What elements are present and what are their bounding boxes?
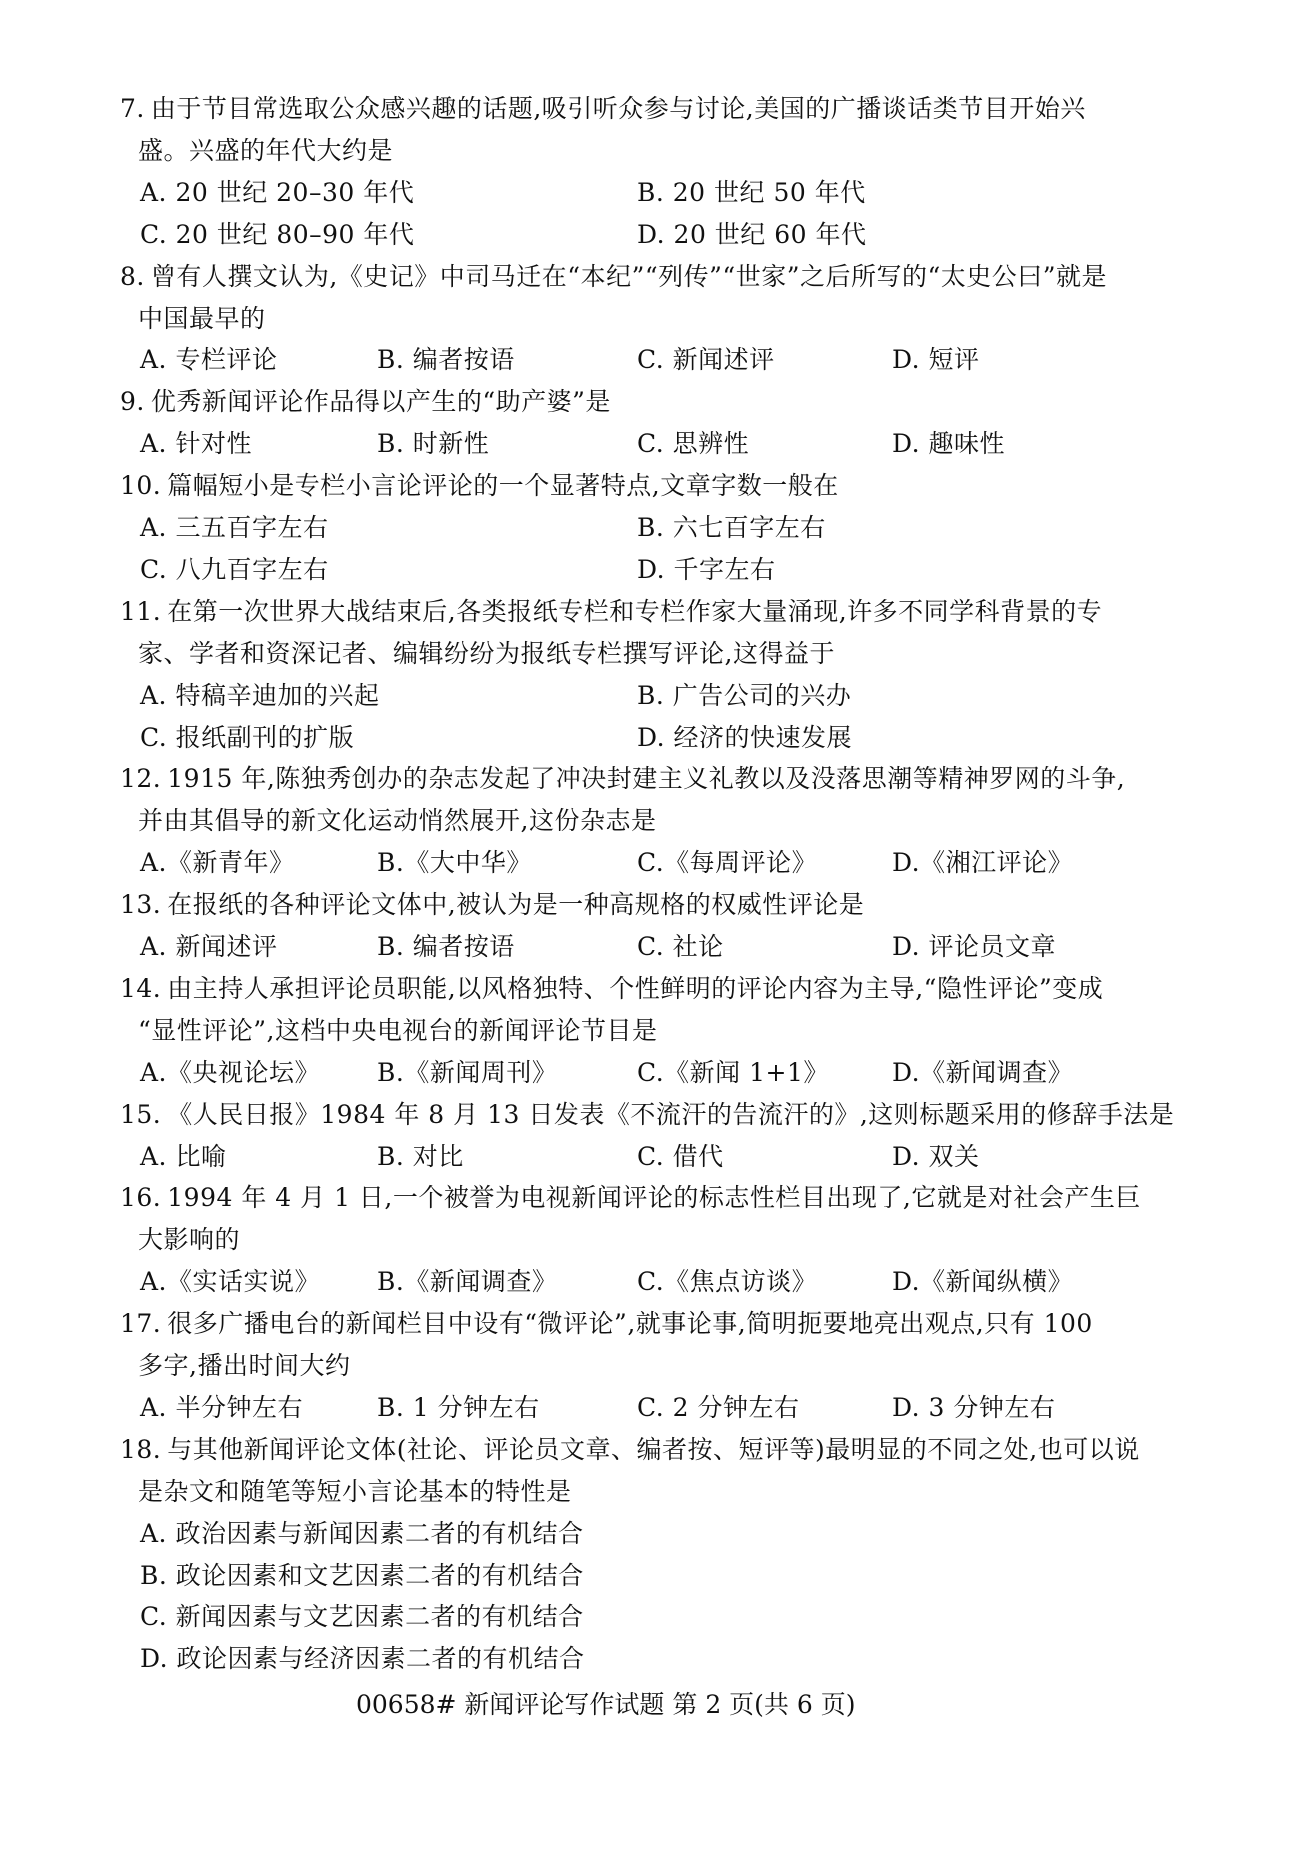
question-stem-line <box>120 597 1102 627</box>
answer-option: C.《每周评论》 <box>637 848 818 878</box>
answer-option: C.《焦点访谈》 <box>637 1267 818 1297</box>
answer-option: B. 对比 <box>377 1141 464 1171</box>
question-number: 12. <box>120 764 162 794</box>
answer-option: D.《新闻调查》 <box>892 1057 1074 1087</box>
answer-option: B.《新闻周刊》 <box>377 1057 558 1087</box>
answer-option: B.《大中华》 <box>377 848 532 878</box>
question-stem-line: 并由其倡导的新文化运动悄然展开,这份杂志是 <box>138 806 657 836</box>
answer-option: A. 专栏评论 <box>140 345 278 375</box>
question-stem-line <box>120 1309 1093 1339</box>
answer-option: A.《新青年》 <box>140 848 295 878</box>
answer-option: A. 比喻 <box>140 1141 227 1171</box>
question-stem-line: 家、学者和资深记者、编辑纷纷为报纸专栏撰写评论,这得益于 <box>138 638 835 668</box>
question-stem-line: “显性评论”,这档中央电视台的新闻评论节目是 <box>138 1015 658 1045</box>
question-stem-line <box>120 387 611 417</box>
question-text: 与其他新闻评论文体(社论、评论员文章、编者按、短评等)最明显的不同之处,也可以说 <box>167 1434 1140 1464</box>
question-stem-line <box>120 764 1125 794</box>
page-footer: 00658# 新闻评论写作试题 第 2 页(共 6 页) <box>356 1690 856 1719</box>
answer-option: D. 短评 <box>892 345 980 375</box>
question-stem-line <box>120 262 1107 292</box>
answer-option: D. 经济的快速发展 <box>637 722 853 752</box>
question-text: 优秀新闻评论作品得以产生的“助产婆”是 <box>150 387 611 417</box>
answer-option: D.《新闻纵横》 <box>892 1267 1074 1297</box>
answer-option: C. 20 世纪 80–90 年代 <box>140 219 415 249</box>
question-stem-line: 中国最早的 <box>138 303 266 333</box>
question-number: 14. <box>120 973 162 1003</box>
answer-option: A.《央视论坛》 <box>140 1057 321 1087</box>
question-number: 7. <box>120 94 145 123</box>
question-stem-line: 盛。兴盛的年代大约是 <box>138 135 394 165</box>
answer-option: A.《实话实说》 <box>140 1267 321 1297</box>
question-number: 11. <box>120 596 162 626</box>
answer-option: D. 双关 <box>892 1141 980 1171</box>
answer-option: C. 借代 <box>637 1141 724 1171</box>
answer-option: B. 编者按语 <box>377 932 515 961</box>
answer-option: A. 三五百字左右 <box>140 513 329 542</box>
answer-option: C. 八九百字左右 <box>140 554 329 584</box>
question-text: 由于节目常选取公众感兴趣的话题,吸引听众参与讨论,美国的广播谈话类节目开始兴 <box>150 94 1086 123</box>
answer-option: D.《湘江评论》 <box>892 848 1074 878</box>
question-text: 在第一次世界大战结束后,各类报纸专栏和专栏作家大量涌现,许多不同学科背景的专 <box>167 596 1103 626</box>
answer-option: C. 报纸副刊的扩版 <box>140 722 355 752</box>
answer-option: B. 政论因素和文艺因素二者的有机结合 <box>140 1560 584 1590</box>
answer-option: C. 2 分钟左右 <box>637 1392 800 1422</box>
question-number: 8. <box>120 261 145 291</box>
answer-option: B.《新闻调查》 <box>377 1267 558 1297</box>
question-number: 15. <box>120 1099 162 1129</box>
answer-option: D. 千字左右 <box>637 554 776 584</box>
question-number: 17. <box>120 1309 162 1339</box>
answer-option: D. 3 分钟左右 <box>892 1392 1056 1422</box>
question-stem-line <box>120 471 839 501</box>
question-stem-line <box>120 890 864 920</box>
question-stem-line: 大影响的 <box>138 1225 241 1255</box>
question-stem-line <box>120 1183 1141 1213</box>
question-number: 16. <box>120 1183 162 1213</box>
answer-option: A. 新闻述评 <box>140 932 278 961</box>
question-number: 9. <box>120 387 145 417</box>
answer-option: D. 20 世纪 60 年代 <box>637 219 867 249</box>
answer-option: C. 新闻述评 <box>637 345 775 375</box>
answer-option: A. 政治因素与新闻因素二者的有机结合 <box>140 1518 584 1548</box>
answer-option: D. 趣味性 <box>892 429 1006 459</box>
answer-option: B. 20 世纪 50 年代 <box>637 177 866 207</box>
answer-option: D. 政论因素与经济因素二者的有机结合 <box>140 1644 585 1674</box>
answer-option: A. 半分钟左右 <box>140 1392 303 1422</box>
answer-option: C. 新闻因素与文艺因素二者的有机结合 <box>140 1602 584 1632</box>
question-number: 10. <box>120 471 162 501</box>
question-stem-line <box>120 94 1086 124</box>
question-text: 篇幅短小是专栏小言论评论的一个显著特点,文章字数一般在 <box>167 471 839 501</box>
answer-option: B. 广告公司的兴办 <box>637 680 852 710</box>
question-text: 很多广播电台的新闻栏目中设有“微评论”,就事论事,简明扼要地亮出观点,只有 100 <box>167 1309 1093 1339</box>
question-number: 13. <box>120 890 162 920</box>
answer-option: D. 评论员文章 <box>892 932 1057 961</box>
question-stem-line <box>120 974 1103 1004</box>
answer-option: C. 社论 <box>637 932 724 961</box>
answer-option: B. 六七百字左右 <box>637 513 826 542</box>
question-stem-line <box>120 1100 1174 1130</box>
answer-option: B. 时新性 <box>377 429 490 459</box>
answer-option: C.《新闻 1+1》 <box>637 1057 829 1087</box>
question-text: 在报纸的各种评论文体中,被认为是一种高规格的权威性评论是 <box>167 890 865 920</box>
question-text: 1915 年,陈独秀创办的杂志发起了冲决封建主义礼教以及没落思潮等精神罗网的斗争, <box>167 764 1126 794</box>
answer-option: A. 针对性 <box>140 429 252 459</box>
answer-option: A. 20 世纪 20–30 年代 <box>140 177 415 207</box>
question-stem-line: 多字,播出时间大约 <box>138 1351 351 1380</box>
question-text: 《人民日报》1984 年 8 月 13 日发表《不流汗的告流汗的》,这则标题采用的修辞手法是 <box>167 1099 1175 1129</box>
answer-option: A. 特稿辛迪加的兴起 <box>140 680 380 710</box>
question-text: 由主持人承担评论员职能,以风格独特、个性鲜明的评论内容为主导,“隐性评论”变成 <box>167 973 1104 1003</box>
answer-option: B. 1 分钟左右 <box>377 1392 540 1422</box>
question-text: 曾有人撰文认为,《史记》中司马迁在“本纪”“列传”“世家”之后所写的“太史公曰”就是 <box>150 261 1108 291</box>
answer-option: B. 编者按语 <box>377 345 515 375</box>
question-stem-line: 是杂文和随笔等短小言论基本的特性是 <box>138 1476 572 1506</box>
question-stem-line <box>120 1435 1140 1465</box>
question-number: 18. <box>120 1434 162 1464</box>
question-text: 1994 年 4 月 1 日,一个被誉为电视新闻评论的标志性栏目出现了,它就是对社会产生巨 <box>167 1183 1141 1213</box>
answer-option: C. 思辨性 <box>637 429 750 459</box>
